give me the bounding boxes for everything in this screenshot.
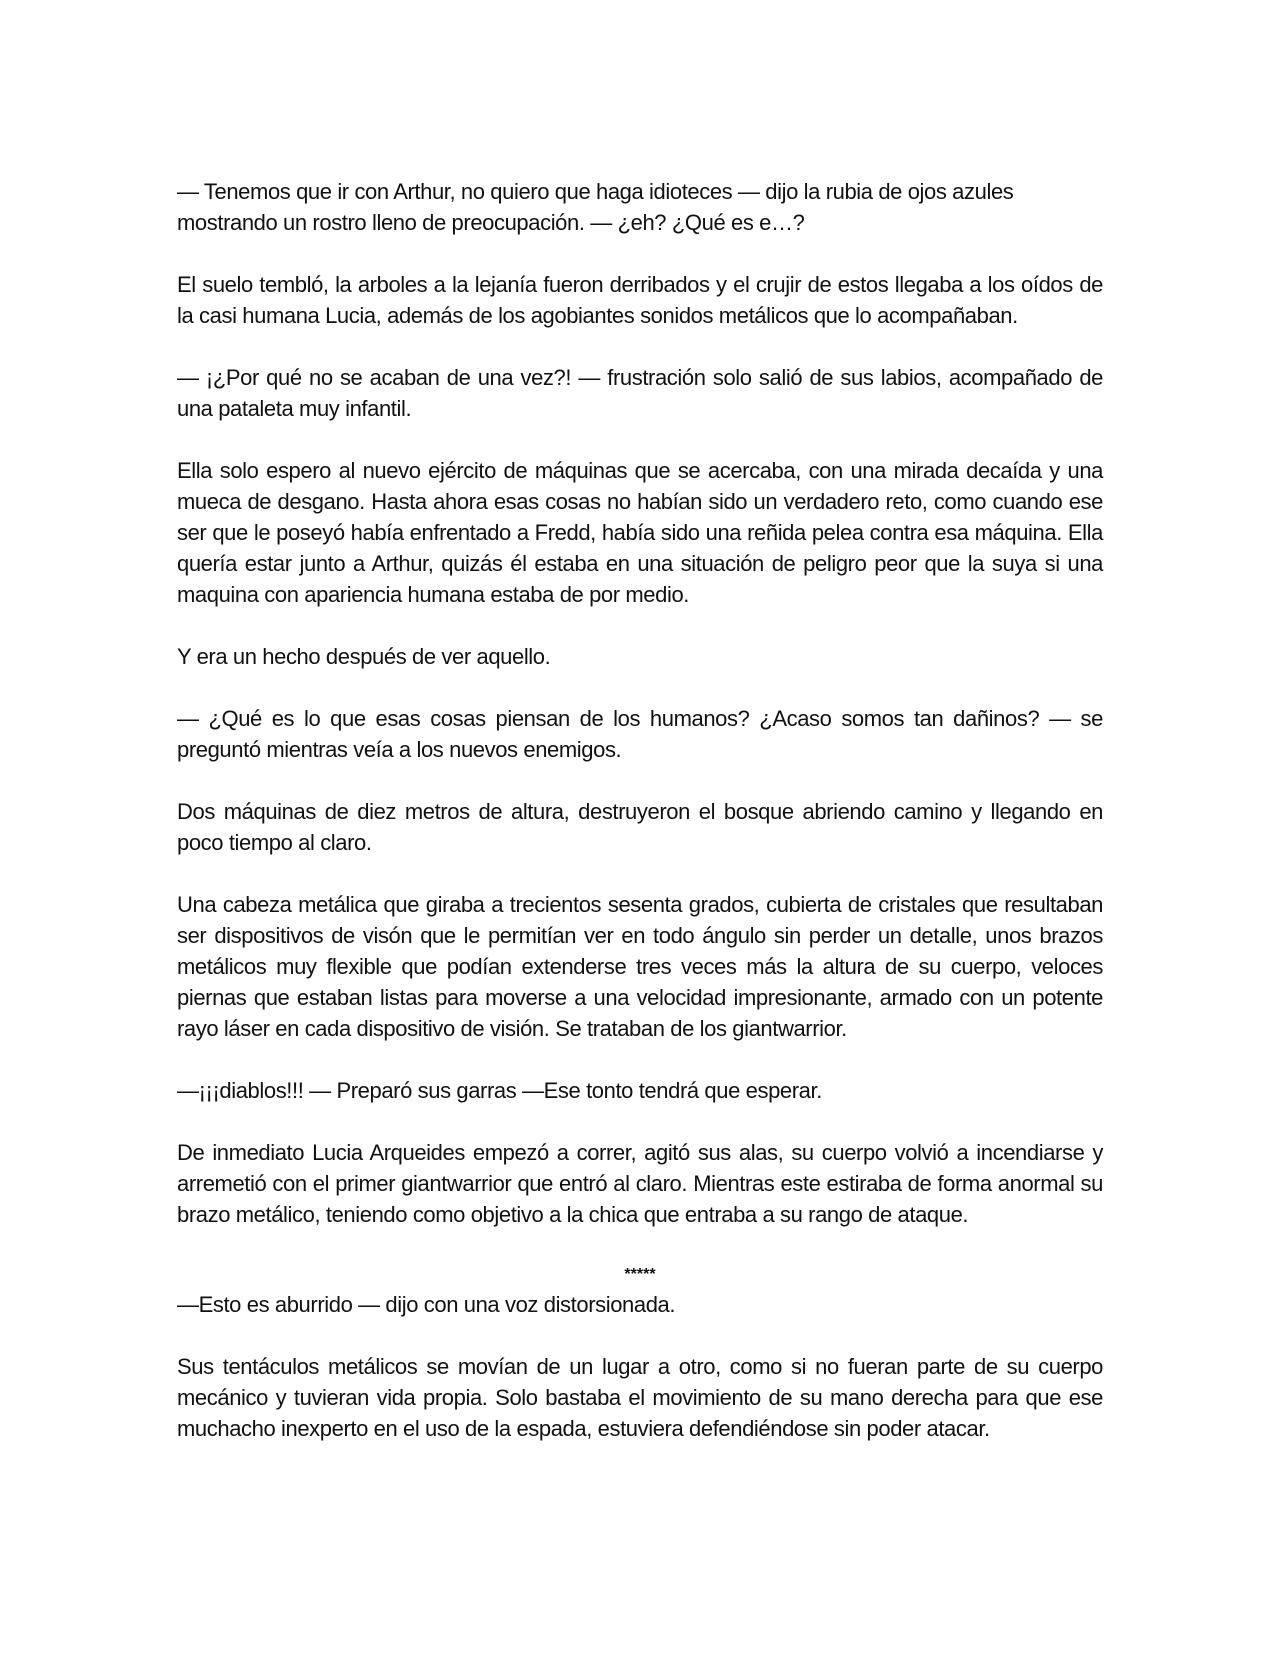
- paragraph: — ¿Qué es lo que esas cosas piensan de los humanos? ¿Acaso somos tan dañinos? — se preguntó mientras veía a los nuevos enemigos.: [177, 706, 1103, 762]
- paragraph: — Tenemos que ir con Arthur, no quiero que haga idioteces — dijo la rubia de ojos azules mostrando un rostro lleno de preocupación. — ¿eh? ¿Qué es e…?: [177, 179, 1014, 235]
- paragraph: Dos máquinas de diez metros de altura, destruyeron el bosque abriendo camino y llegando en poco tiempo al claro.: [177, 799, 1103, 855]
- paragraph: Y era un hecho después de ver aquello.: [177, 644, 551, 669]
- paragraph: —¡¡¡diablos!!! — Preparó sus garras —Ese tonto tendrá que esperar.: [177, 1078, 822, 1103]
- paragraph: Una cabeza metálica que giraba a trecientos sesenta grados, cubierta de cristales que resultaban ser dispositivos de visón que le permitían ver en todo ángulo sin perder un detalle, unos brazos metálicos muy flexible que podían extenderse tres veces más la altura de su cuerpo, veloces piernas que estaban listas para moverse a una velocidad impresionante, armado con un potente rayo láser en cada dispositivo de visión. Se trataban de los giantwarrior.: [177, 892, 1103, 1041]
- paragraph: Ella solo espero al nuevo ejército de máquinas que se acercaba, con una mirada decaída y una mueca de desgano. Hasta ahora esas cosas no habían sido un verdadero reto, como cuando ese ser que le poseyó había enfrentado a Fredd, había sido una reñida pelea contra esa máquina. Ella quería estar junto a Arthur, quizás él estaba en una situación de peligro peor que la suya si una maquina con apariencia humana estaba de por medio.: [177, 458, 1103, 607]
- paragraph: Sus tentáculos metálicos se movían de un lugar a otro, como si no fueran parte de su cuerpo mecánico y tuvieran vida propia. Solo bastaba el movimiento de su mano derecha para que ese muchacho inexperto en el uso de la espada, estuviera defendiéndose sin poder atacar.: [177, 1354, 1103, 1441]
- section-separator: *****: [624, 1266, 656, 1283]
- paragraph: De inmediato Lucia Arqueides empezó a correr, agitó sus alas, su cuerpo volvió a incendiarse y arremetió con el primer giantwarrior que entró al claro. Mientras este estiraba de forma anormal su brazo metálico, teniendo como objetivo a la chica que entraba a su rango de ataque.: [177, 1140, 1103, 1227]
- paragraph: — ¡¿Por qué no se acaban de una vez?! — frustración solo salió de sus labios, acompañado de una pataleta muy infantil.: [177, 365, 1103, 421]
- document-body: [177, 176, 1103, 1475]
- paragraph: El suelo tembló, la arboles a la lejanía fueron derribados y el crujir de estos llegaba a los oídos de la casi humana Lucia, además de los agobiantes sonidos metálicos que lo acompañaban.: [177, 272, 1103, 328]
- paragraph: —Esto es aburrido — dijo con una voz distorsionada.: [177, 1292, 676, 1317]
